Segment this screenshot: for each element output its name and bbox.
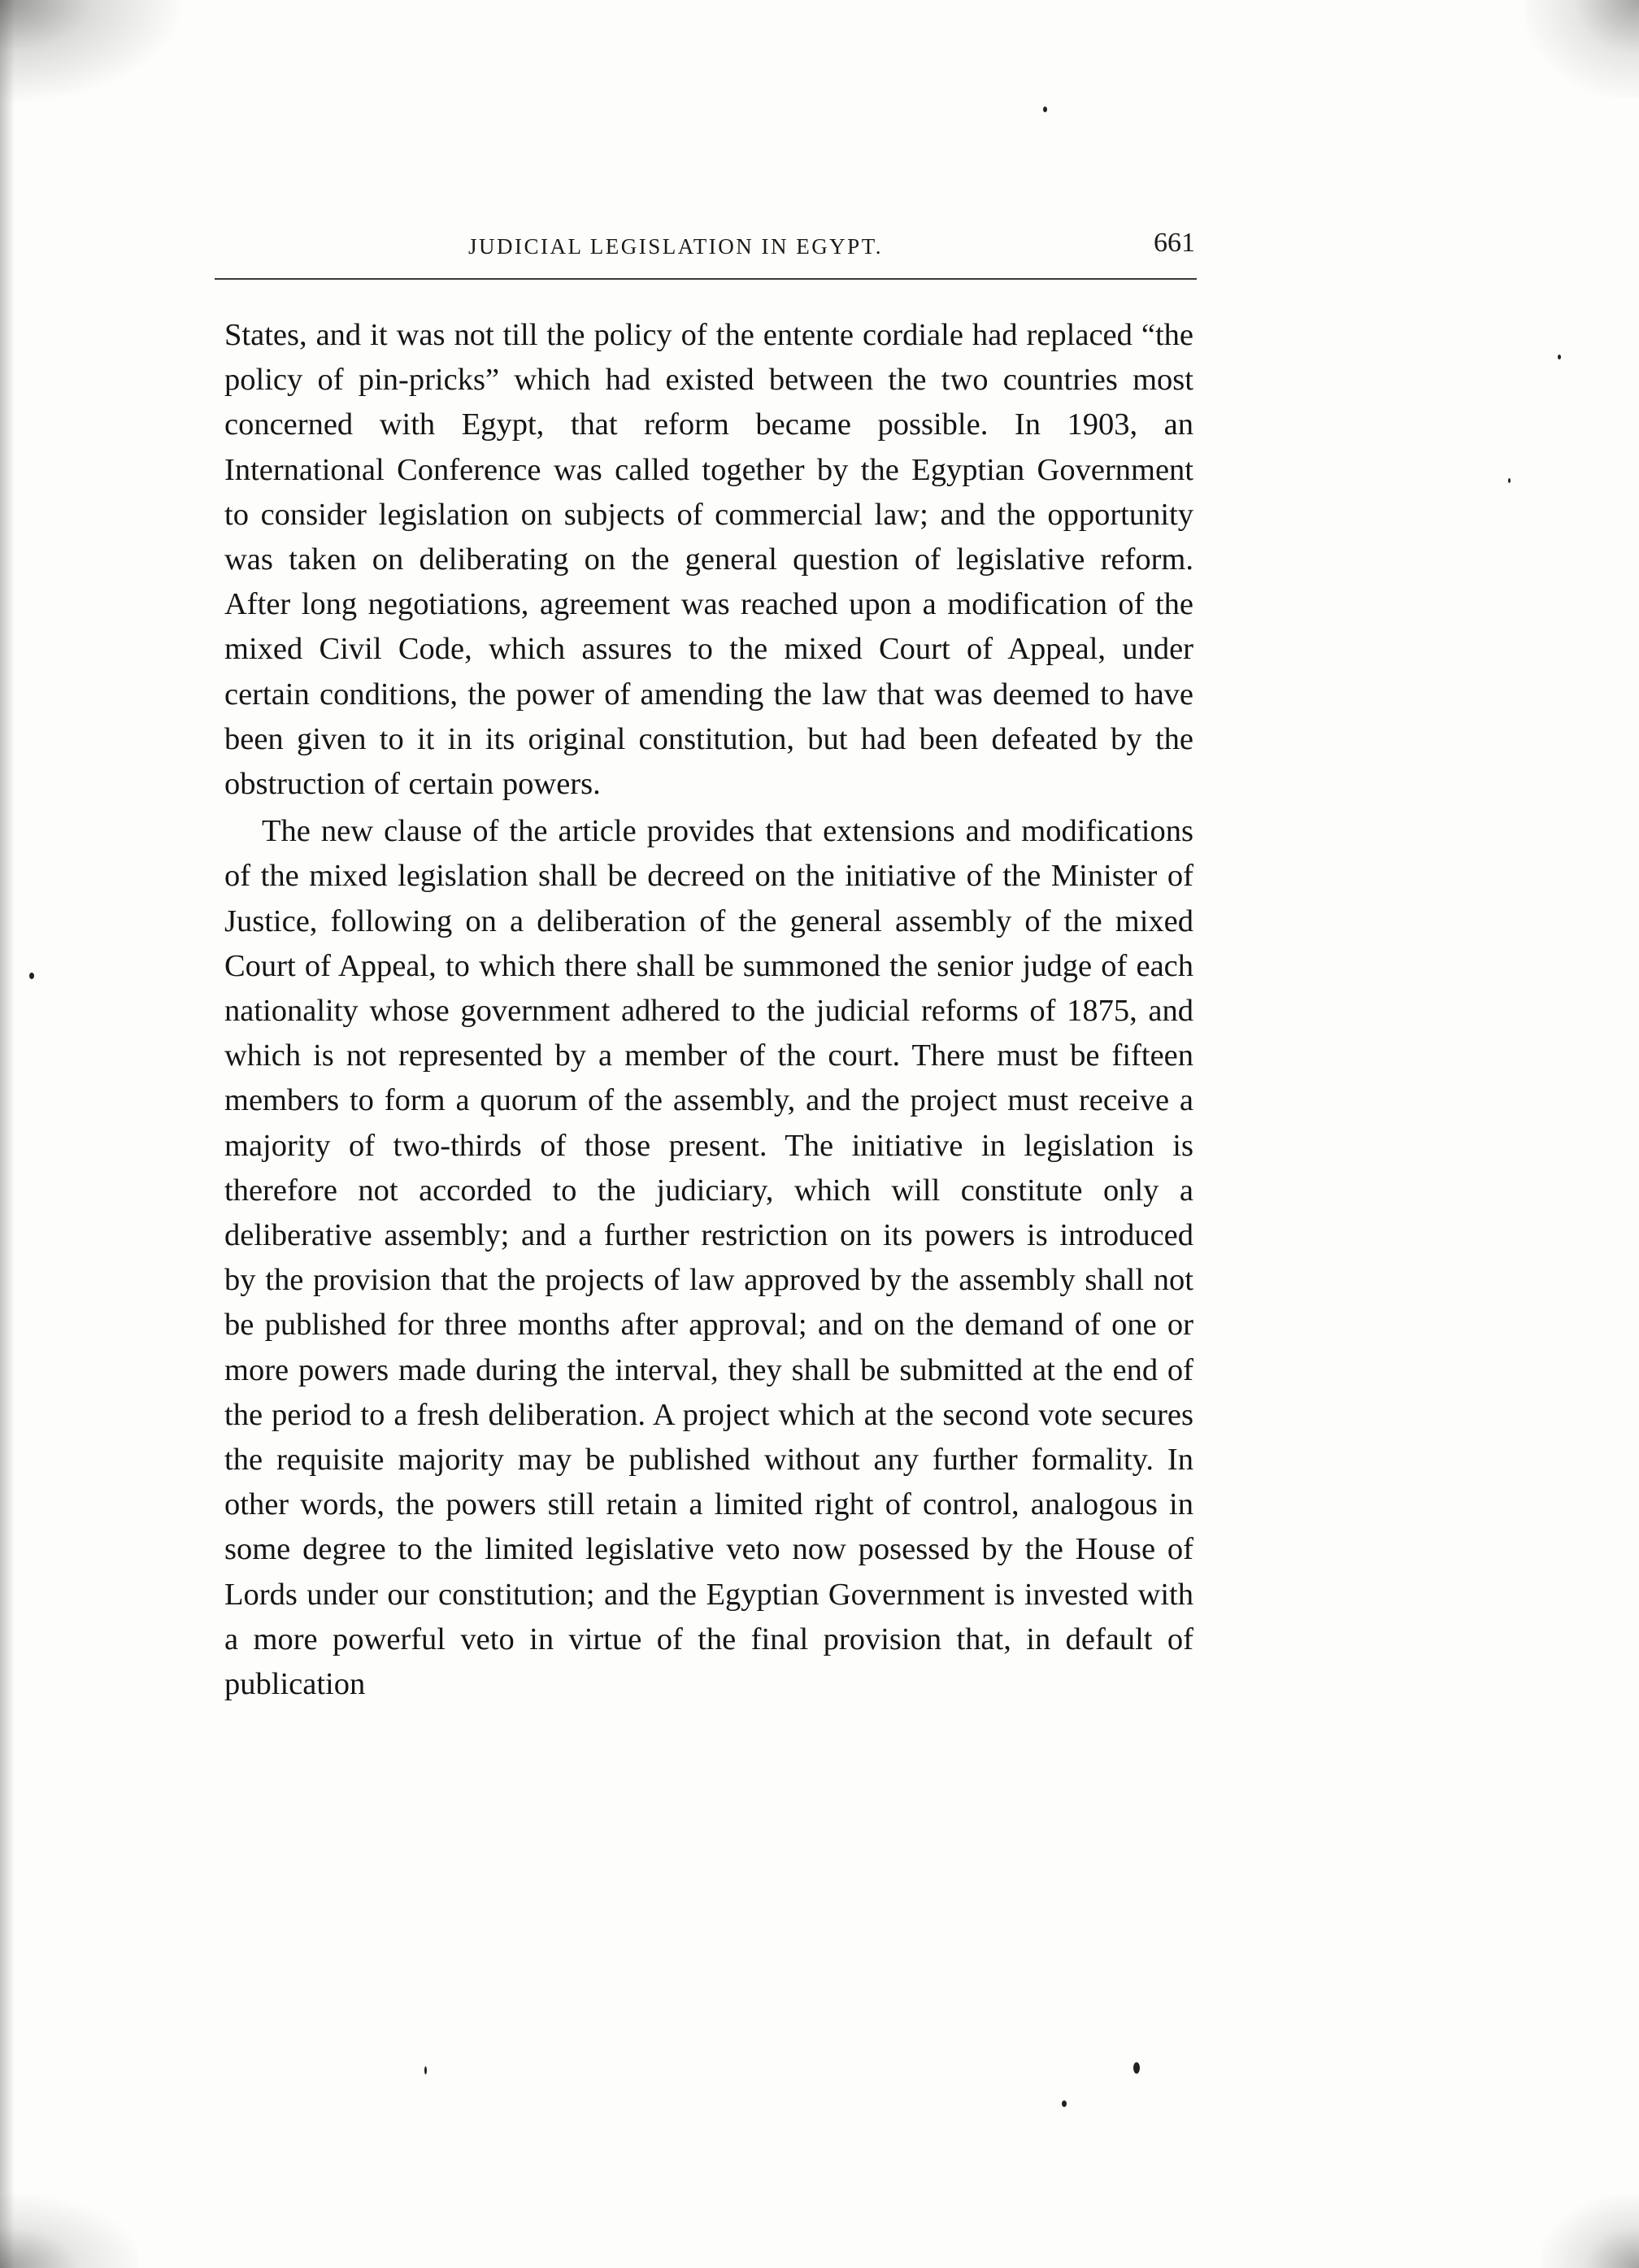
page-number: 661	[1154, 228, 1195, 258]
scan-shadow-bottom-left	[0, 2195, 138, 2268]
header-rule	[215, 278, 1197, 280]
ink-speck	[1133, 2062, 1140, 2074]
running-head	[223, 220, 1195, 276]
paragraph-1: States, and it was not till the policy of the entente cordiale had replaced “the policy of pin-pricks” which had existed between the two countries most concerned with Egypt, that reform became possible. In 1903, an International Conference was called together by the Egyptian Government to consider legislation on subjects of commercial law; and the opportunity was taken on deliberating on the general question of legislative reform. After long negotiations, agreement was reached upon a modification of the mixed Civil Code, which assures to the mixed Court of Appeal, under certain conditions, the power of amending the law that was deemed to have been given to it in its original constitution, but had been defeated by the obstruction of certain powers.	[224, 318, 1193, 802]
scan-shadow-top-right	[1525, 0, 1639, 98]
ink-speck	[29, 973, 34, 979]
ink-speck	[1508, 478, 1511, 483]
ink-speck	[1062, 2100, 1067, 2107]
ink-speck	[1558, 355, 1561, 359]
body-text	[224, 313, 1193, 1707]
ink-speck	[1043, 107, 1047, 112]
scan-shadow-left	[0, 0, 15, 2268]
scan-shadow-bottom-right	[1541, 2195, 1639, 2268]
running-title: JUDICIAL LEGISLATION IN EGYPT.	[468, 234, 883, 259]
paragraph-2: The new clause of the article provides that extensions and modifications of the mixed legislation shall be decreed on the initiative of the Minister of Justice, following on a deliberation of the general assembly of the mixed Court of Appeal, to which there shall be summoned the senior judge of each nationality whose government adhered to the judicial reforms of 1875, and which is not represented by a member of the court. There must be fifteen members to form a quorum of the assembly, and the project must receive a majority of two-thirds of those present. The initiative in legislation is therefore not accorded to the judiciary, which will constitute only a deliberative assembly; and a further restriction on its powers is introduced by the provision that the projects of law approved by the assembly shall not be published for three months after approval; and on the demand of one or more powers made during the interval, they shall be submitted at the end of the period to a fresh deliberation. A project which at the second vote secures the requisite majority may be published without any further formality. In other words, the powers still retain a limited right of control, analogous in some degree to the limited legislative veto now posessed by the House of Lords under our constitution; and the Egyptian Government is invested with a more powerful veto in virtue of the final provision that, in default of publication	[224, 814, 1193, 1702]
scan-shadow-top-left	[0, 0, 187, 106]
ink-speck	[424, 2066, 427, 2074]
